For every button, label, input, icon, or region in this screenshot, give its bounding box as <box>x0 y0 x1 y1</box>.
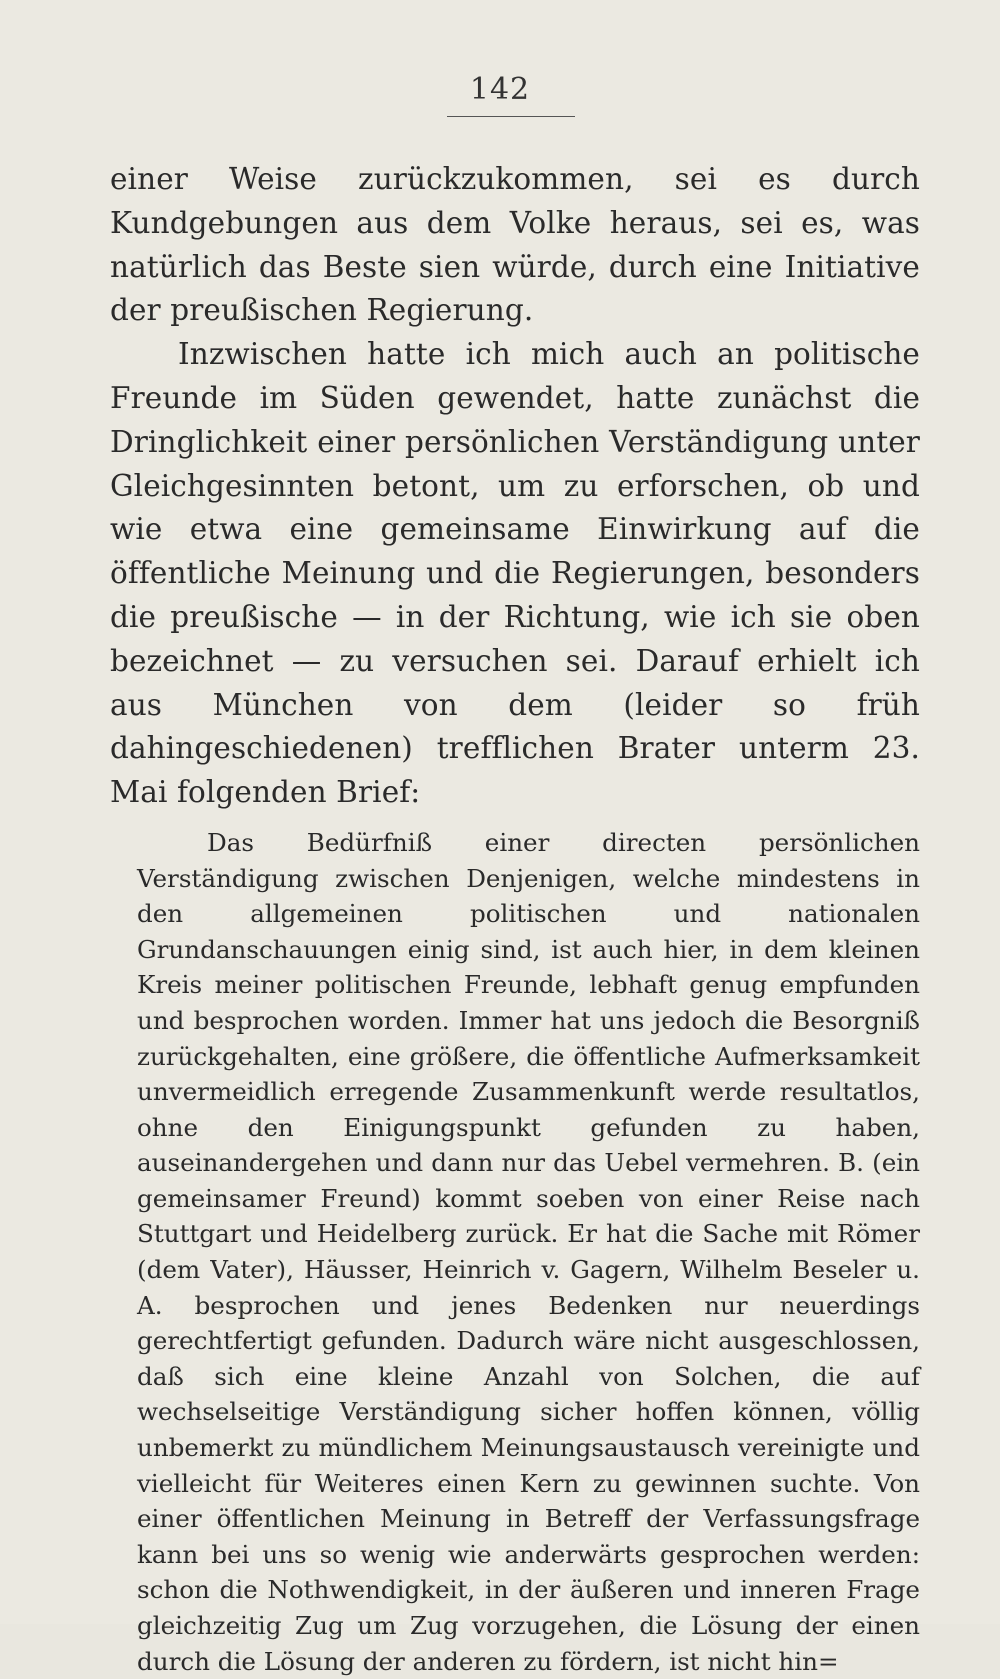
body-text <box>110 158 920 1679</box>
page-number: 142 <box>469 72 531 107</box>
quoted-letter <box>110 825 920 1679</box>
header-rule <box>447 116 575 117</box>
paragraph-continuation: einer Weise zurückzukommen, sei es durch Kundgebungen aus dem Volke heraus, sei es, was natürlich das Beste sien würde, durch eine Initiative der preußischen Regierung. <box>110 162 920 328</box>
paragraph: Inzwischen hatte ich mich auch an politische Freunde im Süden gewendet, hatte zunächst die Dringlichkeit einer persönlichen Verständigung unter Gleichgesinnten betont, um zu erforschen, ob und wie etwa eine gemeinsame Einwirkung auf die öffentliche Meinung und die Regierungen, besonders die preußische — in der Richtung, wie ich sie oben bezeichnet — zu versuchen sei. Darauf erhielt ich aus München von dem (leider so früh dahingeschiedenen) trefflichen Brater unterm 23. Mai folgenden Brief: <box>110 337 920 810</box>
quoted-letter-text: Das Bedürfniß einer directen persönlichen Verständigung zwischen Denjenigen, welche mindestens in den allgemeinen politischen und nationalen Grundanschauungen einig sind, ist auch hier, in dem kleinen Kreis meiner politischen Freunde, lebhaft genug empfunden und besprochen worden. Immer hat uns jedoch die Besorgniß zurückgehalten, eine größere, die öffentliche Aufmerksamkeit unvermeidlich erregende Zusammenkunft werde resultatlos, ohne den Einigungspunkt gefunden zu haben, auseinandergehen und dann nur das Uebel vermehren. B. (ein gemeinsamer Freund) kommt soeben von einer Reise nach Stuttgart und Heidelberg zurück. Er hat die Sache mit Römer (dem Vater), Häusser, Heinrich v. Gagern, Wilhelm Beseler u. A. besprochen und jenes Bedenken nur neuerdings gerechtfertigt gefunden. Dadurch wäre nicht ausgeschlossen, daß sich eine kleine Anzahl von Solchen, die auf wechselseitige Verständigung sicher hoffen können, völlig unbemerkt zu mündlichem Meinungsaustausch vereinigte und vielleicht für Weiteres einen Kern zu gewinnen suchte. Von einer öffentlichen Meinung in Betreff der Verfassungsfrage kann bei uns so wenig wie anderwärts gesprochen werden: schon die Nothwendigkeit, in der äußeren und inneren Frage gleichzeitig Zug um Zug vorzugehen, die Lösung der einen durch die Lösung der anderen zu fördern, ist nicht hin= <box>137 827 920 1676</box>
